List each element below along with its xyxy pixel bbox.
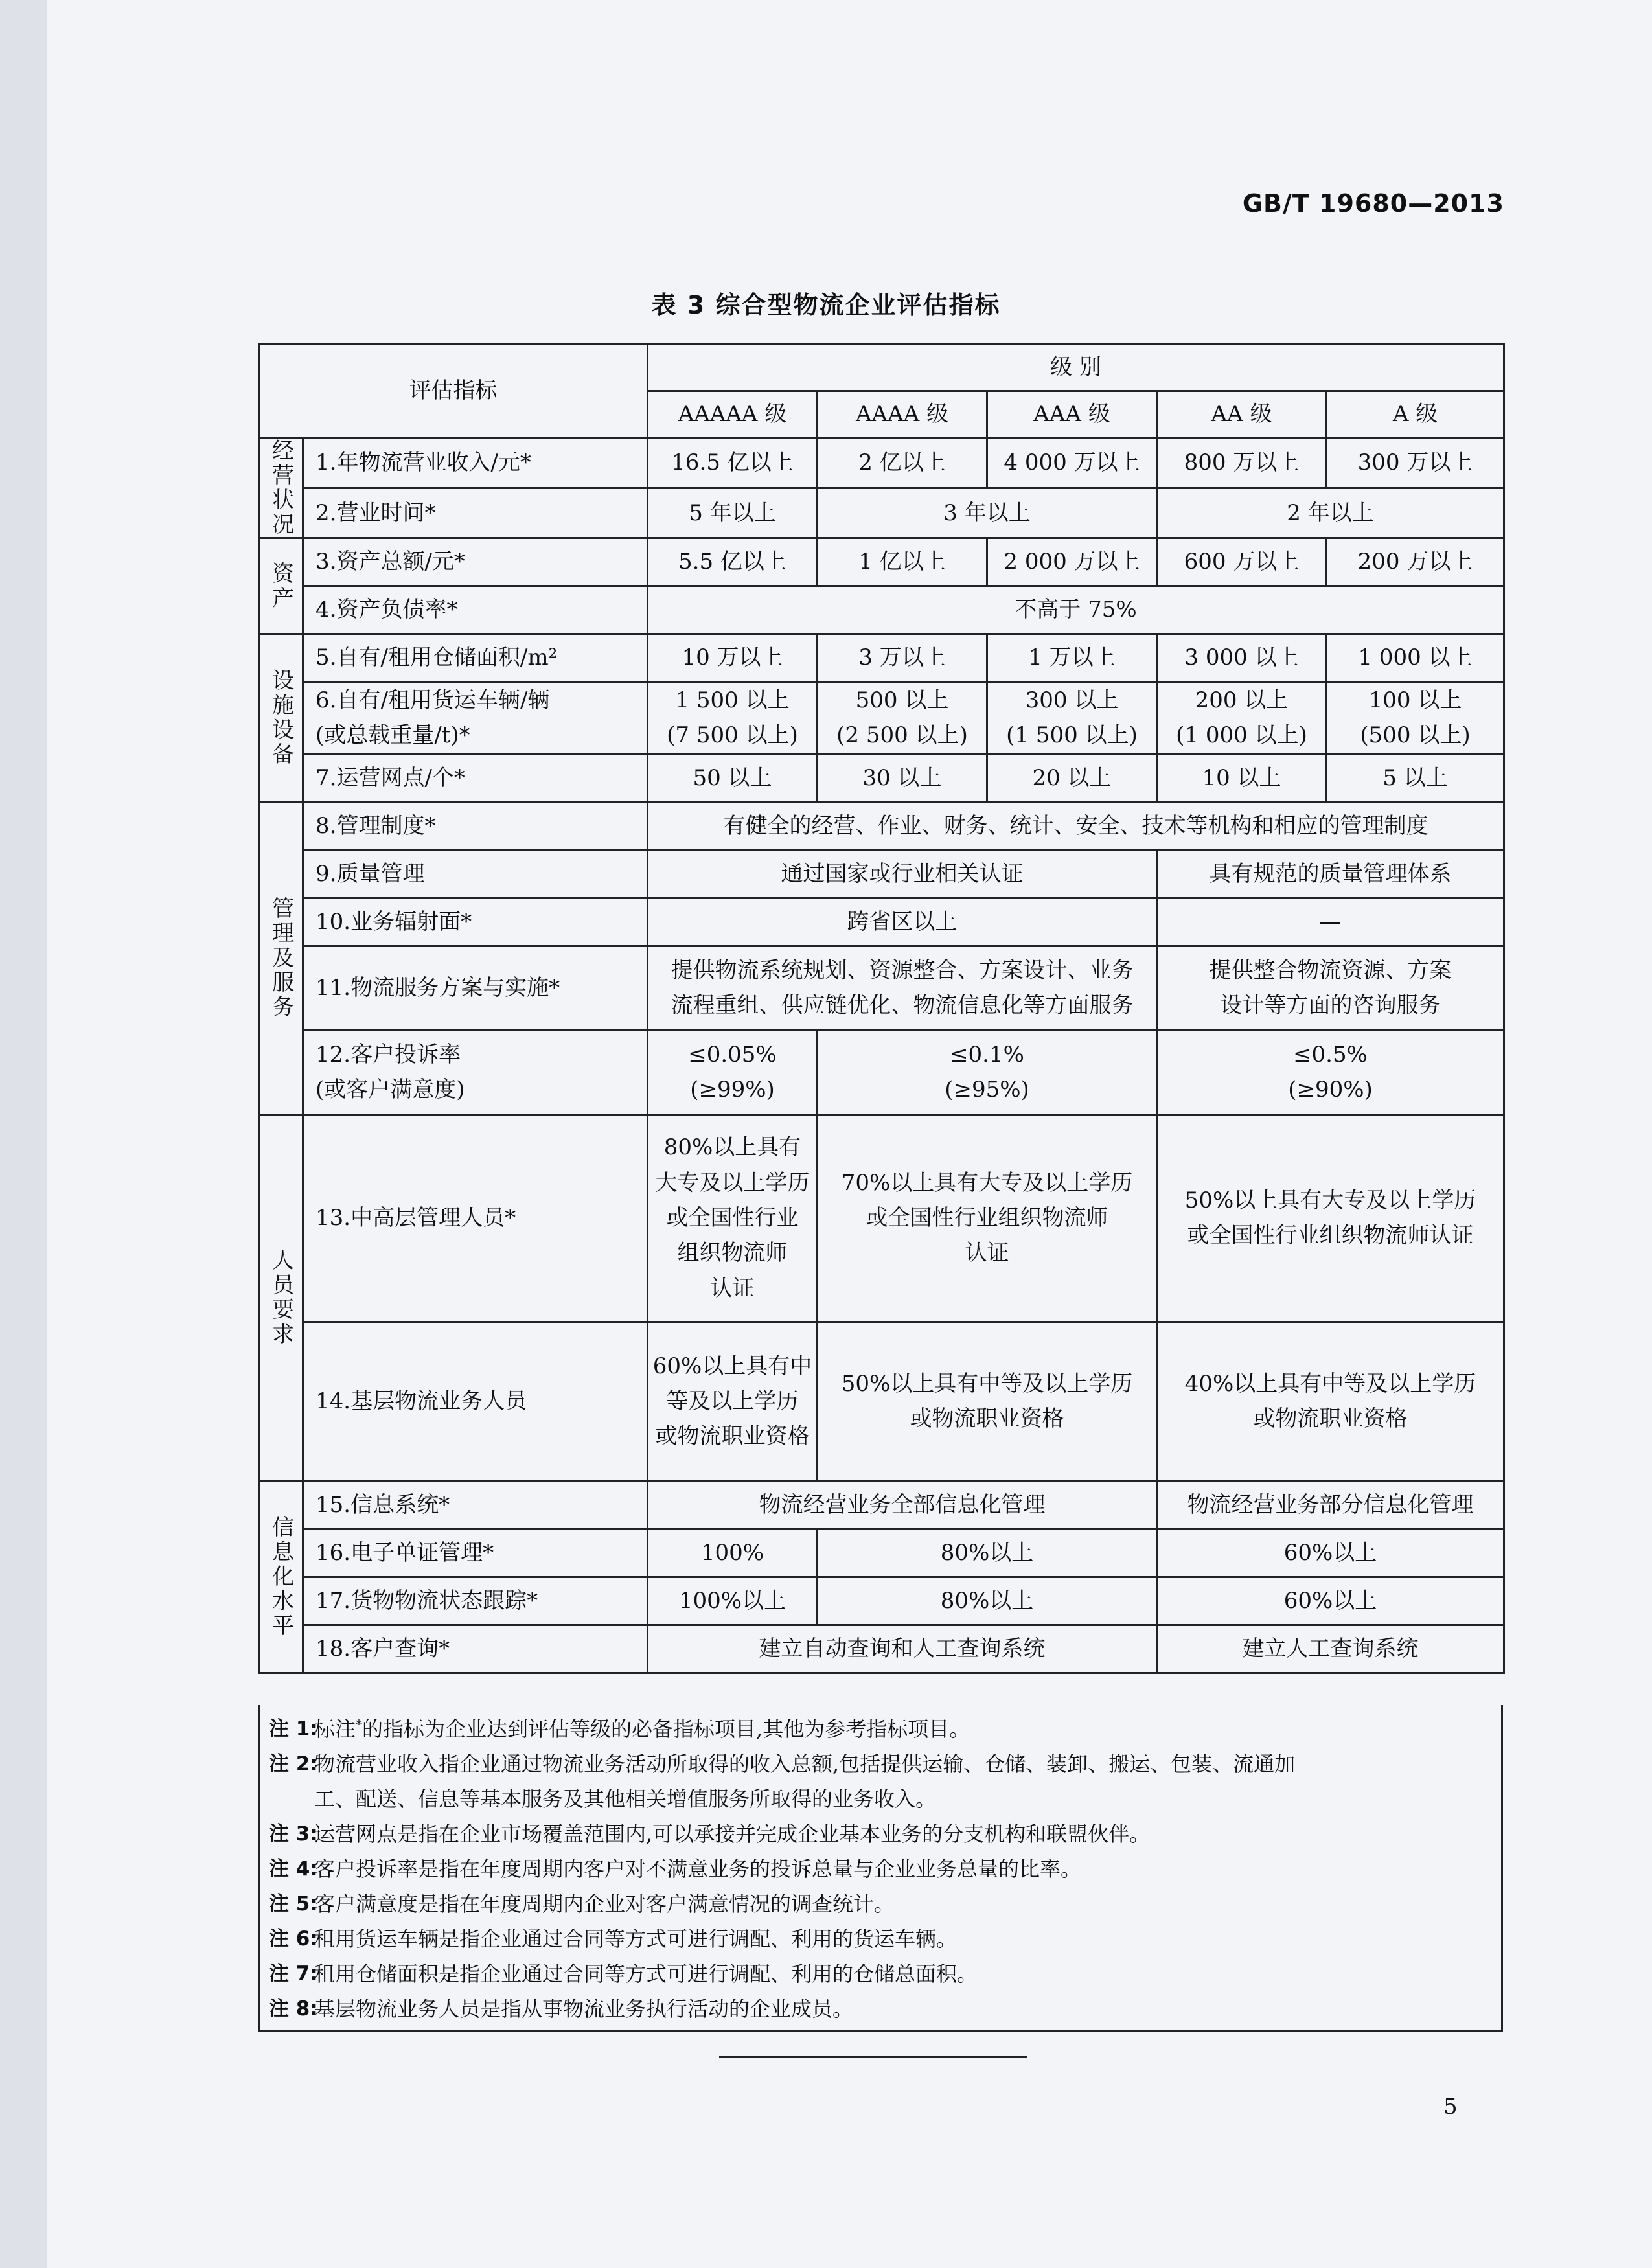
table-cell	[1157, 1114, 1504, 1322]
table-cell	[648, 1114, 818, 1322]
note-text: 客户满意度是指在年度周期内企业对客户满意情况的调查统计。	[314, 1892, 895, 1916]
end-of-section-rule	[719, 2056, 1027, 2058]
note-label: 注 4:	[269, 1857, 318, 1881]
group-assets: 资产	[259, 538, 303, 634]
table-cell: 10 万以上	[648, 634, 818, 682]
note-text: 客户投诉率是指在年度周期内客户对不满意业务的投诉总量与企业业务总量的比率。	[314, 1857, 1082, 1881]
cell-line: 或全国性行业组织物流师	[866, 1205, 1108, 1231]
table-cell	[648, 946, 1157, 1030]
table-cell: 300 万以上	[1327, 438, 1504, 488]
standard-number: GB/T 19680—2013	[1242, 189, 1504, 218]
table-cell: 5.5 亿以上	[648, 538, 818, 586]
row-label: 13.中高层管理人员*	[303, 1114, 648, 1322]
row-label: 7.运营网点/个*	[303, 754, 648, 802]
table-cell: 200 万以上	[1327, 538, 1504, 586]
note-label: 注 8:	[269, 1997, 318, 2021]
note-label: 注 2:	[269, 1752, 318, 1776]
level-aaaa: AAAA 级	[818, 391, 987, 438]
cell-line: ≤0.1%	[950, 1041, 1024, 1068]
table-cell: 1 000 以上	[1327, 634, 1504, 682]
table-cell: 20 以上	[987, 754, 1157, 802]
page-number: 5	[1443, 2094, 1458, 2120]
table-cell: 不高于 75%	[648, 586, 1504, 634]
cell-line: (≥95%)	[945, 1077, 1029, 1103]
cell-line: 50%以上具有大专及以上学历	[1184, 1187, 1476, 1213]
table-cell: 60%以上	[1157, 1577, 1504, 1625]
cell-line: 设计等方面的咨询服务	[1220, 992, 1441, 1019]
table-cell: 100%以上	[648, 1577, 818, 1625]
level-aa: AA 级	[1157, 391, 1327, 438]
note-text: 基层物流业务人员是指从事物流业务执行活动的企业成员。	[314, 1997, 854, 2021]
cell-line: ≤0.05%	[688, 1041, 777, 1068]
cell-line: 40%以上具有中等及以上学历	[1184, 1370, 1476, 1397]
table-cell: 通过国家或行业相关认证	[648, 850, 1157, 898]
row-label	[303, 682, 648, 755]
table-cell: 80%以上	[818, 1529, 1157, 1577]
table-cell: 2 亿以上	[818, 438, 987, 488]
table-cell	[1157, 1322, 1504, 1481]
note-6	[269, 1921, 1482, 1956]
row-label-line: 12.客户投诉率	[315, 1041, 461, 1068]
table-cell: 50 以上	[648, 754, 818, 802]
row-label	[303, 1030, 648, 1114]
row-label: 15.信息系统*	[303, 1481, 648, 1529]
level-a: A 级	[1327, 391, 1504, 438]
cell-line: 认证	[710, 1275, 755, 1301]
group-personnel: 人员要求	[259, 1114, 303, 1481]
note-text: 标注	[314, 1717, 356, 1741]
note-text: 的指标为企业达到评估等级的必备指标项目,其他为参考指标项目。	[362, 1717, 970, 1741]
table-cell	[818, 682, 987, 755]
note-2	[269, 1747, 1482, 1781]
table-cell: 80%以上	[818, 1577, 1157, 1625]
cell-line: 提供整合物流资源、方案	[1209, 957, 1452, 983]
note-text: 运营网点是指在企业市场覆盖范围内,可以承接并完成企业基本业务的分支机构和联盟伙伴。	[314, 1822, 1151, 1846]
note-text: 租用仓储面积是指企业通过合同等方式可进行调配、利用的仓储总面积。	[314, 1962, 978, 1986]
table-title: 表 3 综合型物流企业评估指标	[651, 291, 1001, 319]
row-label: 11.物流服务方案与实施*	[303, 946, 648, 1030]
scan-edge	[0, 0, 47, 2268]
table-cell: 60%以上	[1157, 1529, 1504, 1577]
table-cell: 5 以上	[1327, 754, 1504, 802]
row-label: 8.管理制度*	[303, 802, 648, 850]
required-mark: *	[356, 1716, 363, 1732]
cell-line: (1 000 以上)	[1176, 722, 1307, 749]
note-5	[269, 1886, 1482, 1921]
row-label-line: (或客户满意度)	[315, 1077, 465, 1103]
cell-line: 500 以上	[855, 687, 949, 713]
cell-line: 组织物流师	[677, 1240, 788, 1266]
row-label: 2.营业时间*	[303, 488, 648, 538]
row-label: 9.质量管理	[303, 850, 648, 898]
note-label: 注 3:	[269, 1822, 318, 1846]
table-cell: 800 万以上	[1157, 438, 1327, 488]
row-label: 3.资产总额/元*	[303, 538, 648, 586]
level-aaaaa: AAAAA 级	[648, 391, 818, 438]
note-1	[269, 1712, 1482, 1747]
cell-line: 70%以上具有大专及以上学历	[841, 1169, 1133, 1196]
cell-line: 大专及以上学历	[655, 1169, 810, 1196]
table-cell: 2 年以上	[1157, 488, 1504, 538]
row-label: 18.客户查询*	[303, 1625, 648, 1673]
cell-line: (7 500 以上)	[667, 722, 798, 749]
table-cell: 有健全的经营、作业、财务、统计、安全、技术等机构和相应的管理制度	[648, 802, 1504, 850]
group-management: 管理及服务	[259, 802, 303, 1114]
table-cell	[648, 1030, 818, 1114]
cell-line: 流程重组、供应链优化、物流信息化等方面服务	[671, 992, 1134, 1019]
note-label: 注 6:	[269, 1927, 318, 1951]
table-cell	[1157, 946, 1504, 1030]
table-cell: 16.5 亿以上	[648, 438, 818, 488]
note-label: 注 5:	[269, 1892, 318, 1916]
table-cell: 100%	[648, 1529, 818, 1577]
row-label-line: 6.自有/租用货运车辆/辆	[315, 687, 550, 713]
note-text: 租用货运车辆是指企业通过合同等方式可进行调配、利用的货运车辆。	[314, 1927, 958, 1951]
table-cell	[987, 682, 1157, 755]
cell-line: 80%以上具有	[663, 1134, 801, 1161]
row-label: 5.自有/租用仓储面积/m²	[303, 634, 648, 682]
cell-line: (1 500 以上)	[1006, 722, 1138, 749]
group-informatization: 信息化水平	[259, 1481, 303, 1673]
table-cell: 物流经营业务部分信息化管理	[1157, 1481, 1504, 1529]
table-cell	[818, 1030, 1157, 1114]
cell-line: (≥99%)	[690, 1077, 775, 1103]
note-8	[269, 1991, 1482, 2026]
table-cell: 3 万以上	[818, 634, 987, 682]
cell-line: 1 500 以上	[675, 687, 790, 713]
table-cell	[648, 1322, 818, 1481]
note-4	[269, 1851, 1482, 1886]
cell-line: 100 以上	[1368, 687, 1462, 713]
row-label: 17.货物物流状态跟踪*	[303, 1577, 648, 1625]
level-aaa: AAA 级	[987, 391, 1157, 438]
cell-line: 或物流职业资格	[1253, 1406, 1408, 1432]
group-operation: 经营状况	[259, 438, 303, 538]
row-label: 14.基层物流业务人员	[303, 1322, 648, 1481]
table-cell	[818, 1114, 1157, 1322]
table-cell: 1 亿以上	[818, 538, 987, 586]
row-label: 10.业务辐射面*	[303, 898, 648, 946]
cell-line: (≥90%)	[1288, 1077, 1373, 1103]
cell-line: 提供物流系统规划、资源整合、方案设计、业务	[671, 957, 1134, 983]
cell-line: 60%以上具有中	[652, 1353, 812, 1379]
row-label-line: (或总载重量/t)*	[315, 722, 470, 749]
table-cell: 3 000 以上	[1157, 634, 1327, 682]
table-cell	[1327, 682, 1504, 755]
row-label: 1.年物流营业收入/元*	[303, 438, 648, 488]
cell-line: 或全国性行业	[666, 1205, 799, 1231]
note-text: 物流营业收入指企业通过物流业务活动所取得的收入总额,包括提供运输、仓储、装卸、搬运、包装、流通加	[314, 1752, 1296, 1776]
cell-line: 等及以上学历	[666, 1388, 799, 1415]
cell-line: ≤0.5%	[1293, 1041, 1368, 1068]
table-cell: 具有规范的质量管理体系	[1157, 850, 1504, 898]
table-cell	[1157, 682, 1327, 755]
note-3	[269, 1816, 1482, 1851]
cell-line: 或物流职业资格	[655, 1423, 810, 1450]
cell-line: 或物流职业资格	[910, 1406, 1064, 1432]
note-text: 工、配送、信息等基本服务及其他相关增值服务所取得的业务收入。	[314, 1787, 937, 1811]
table-cell: 5 年以上	[648, 488, 818, 538]
cell-line: (500 以上)	[1360, 722, 1471, 749]
table-cell: 10 以上	[1157, 754, 1327, 802]
table-cell: 建立人工查询系统	[1157, 1625, 1504, 1673]
note-7	[269, 1956, 1482, 1991]
cell-line: 50%以上具有中等及以上学历	[841, 1370, 1133, 1397]
table-cell: 物流经营业务全部信息化管理	[648, 1481, 1157, 1529]
cell-line: 200 以上	[1195, 687, 1289, 713]
cell-line: 或全国性行业组织物流师认证	[1187, 1222, 1474, 1249]
table-cell: 跨省区以上	[648, 898, 1157, 946]
note-label: 注 7:	[269, 1962, 318, 1986]
cell-line: 300 以上	[1025, 687, 1119, 713]
note-label: 注 1:	[269, 1717, 318, 1741]
table-cell: 1 万以上	[987, 634, 1157, 682]
note-2-continued	[314, 1781, 1482, 1816]
table-cell: 建立自动查询和人工查询系统	[648, 1625, 1157, 1673]
cell-line: 认证	[965, 1240, 1009, 1266]
table-cell	[818, 1322, 1157, 1481]
table-cell	[648, 682, 818, 755]
table-cell: 3 年以上	[818, 488, 1157, 538]
row-label: 16.电子单证管理*	[303, 1529, 648, 1577]
group-facilities: 设施设备	[259, 634, 303, 803]
table-cell: 2 000 万以上	[987, 538, 1157, 586]
table-cell: 600 万以上	[1157, 538, 1327, 586]
level-header: 级 别	[648, 345, 1504, 391]
cell-line: (2 500 以上)	[836, 722, 968, 749]
evaluation-table	[258, 343, 1505, 1674]
row-label: 4.资产负债率*	[303, 586, 648, 634]
table-cell: —	[1157, 898, 1504, 946]
indicator-header: 评估指标	[259, 345, 648, 438]
table-notes	[258, 1705, 1503, 2032]
table-cell: 30 以上	[818, 754, 987, 802]
table-cell	[1157, 1030, 1504, 1114]
table-cell: 4 000 万以上	[987, 438, 1157, 488]
